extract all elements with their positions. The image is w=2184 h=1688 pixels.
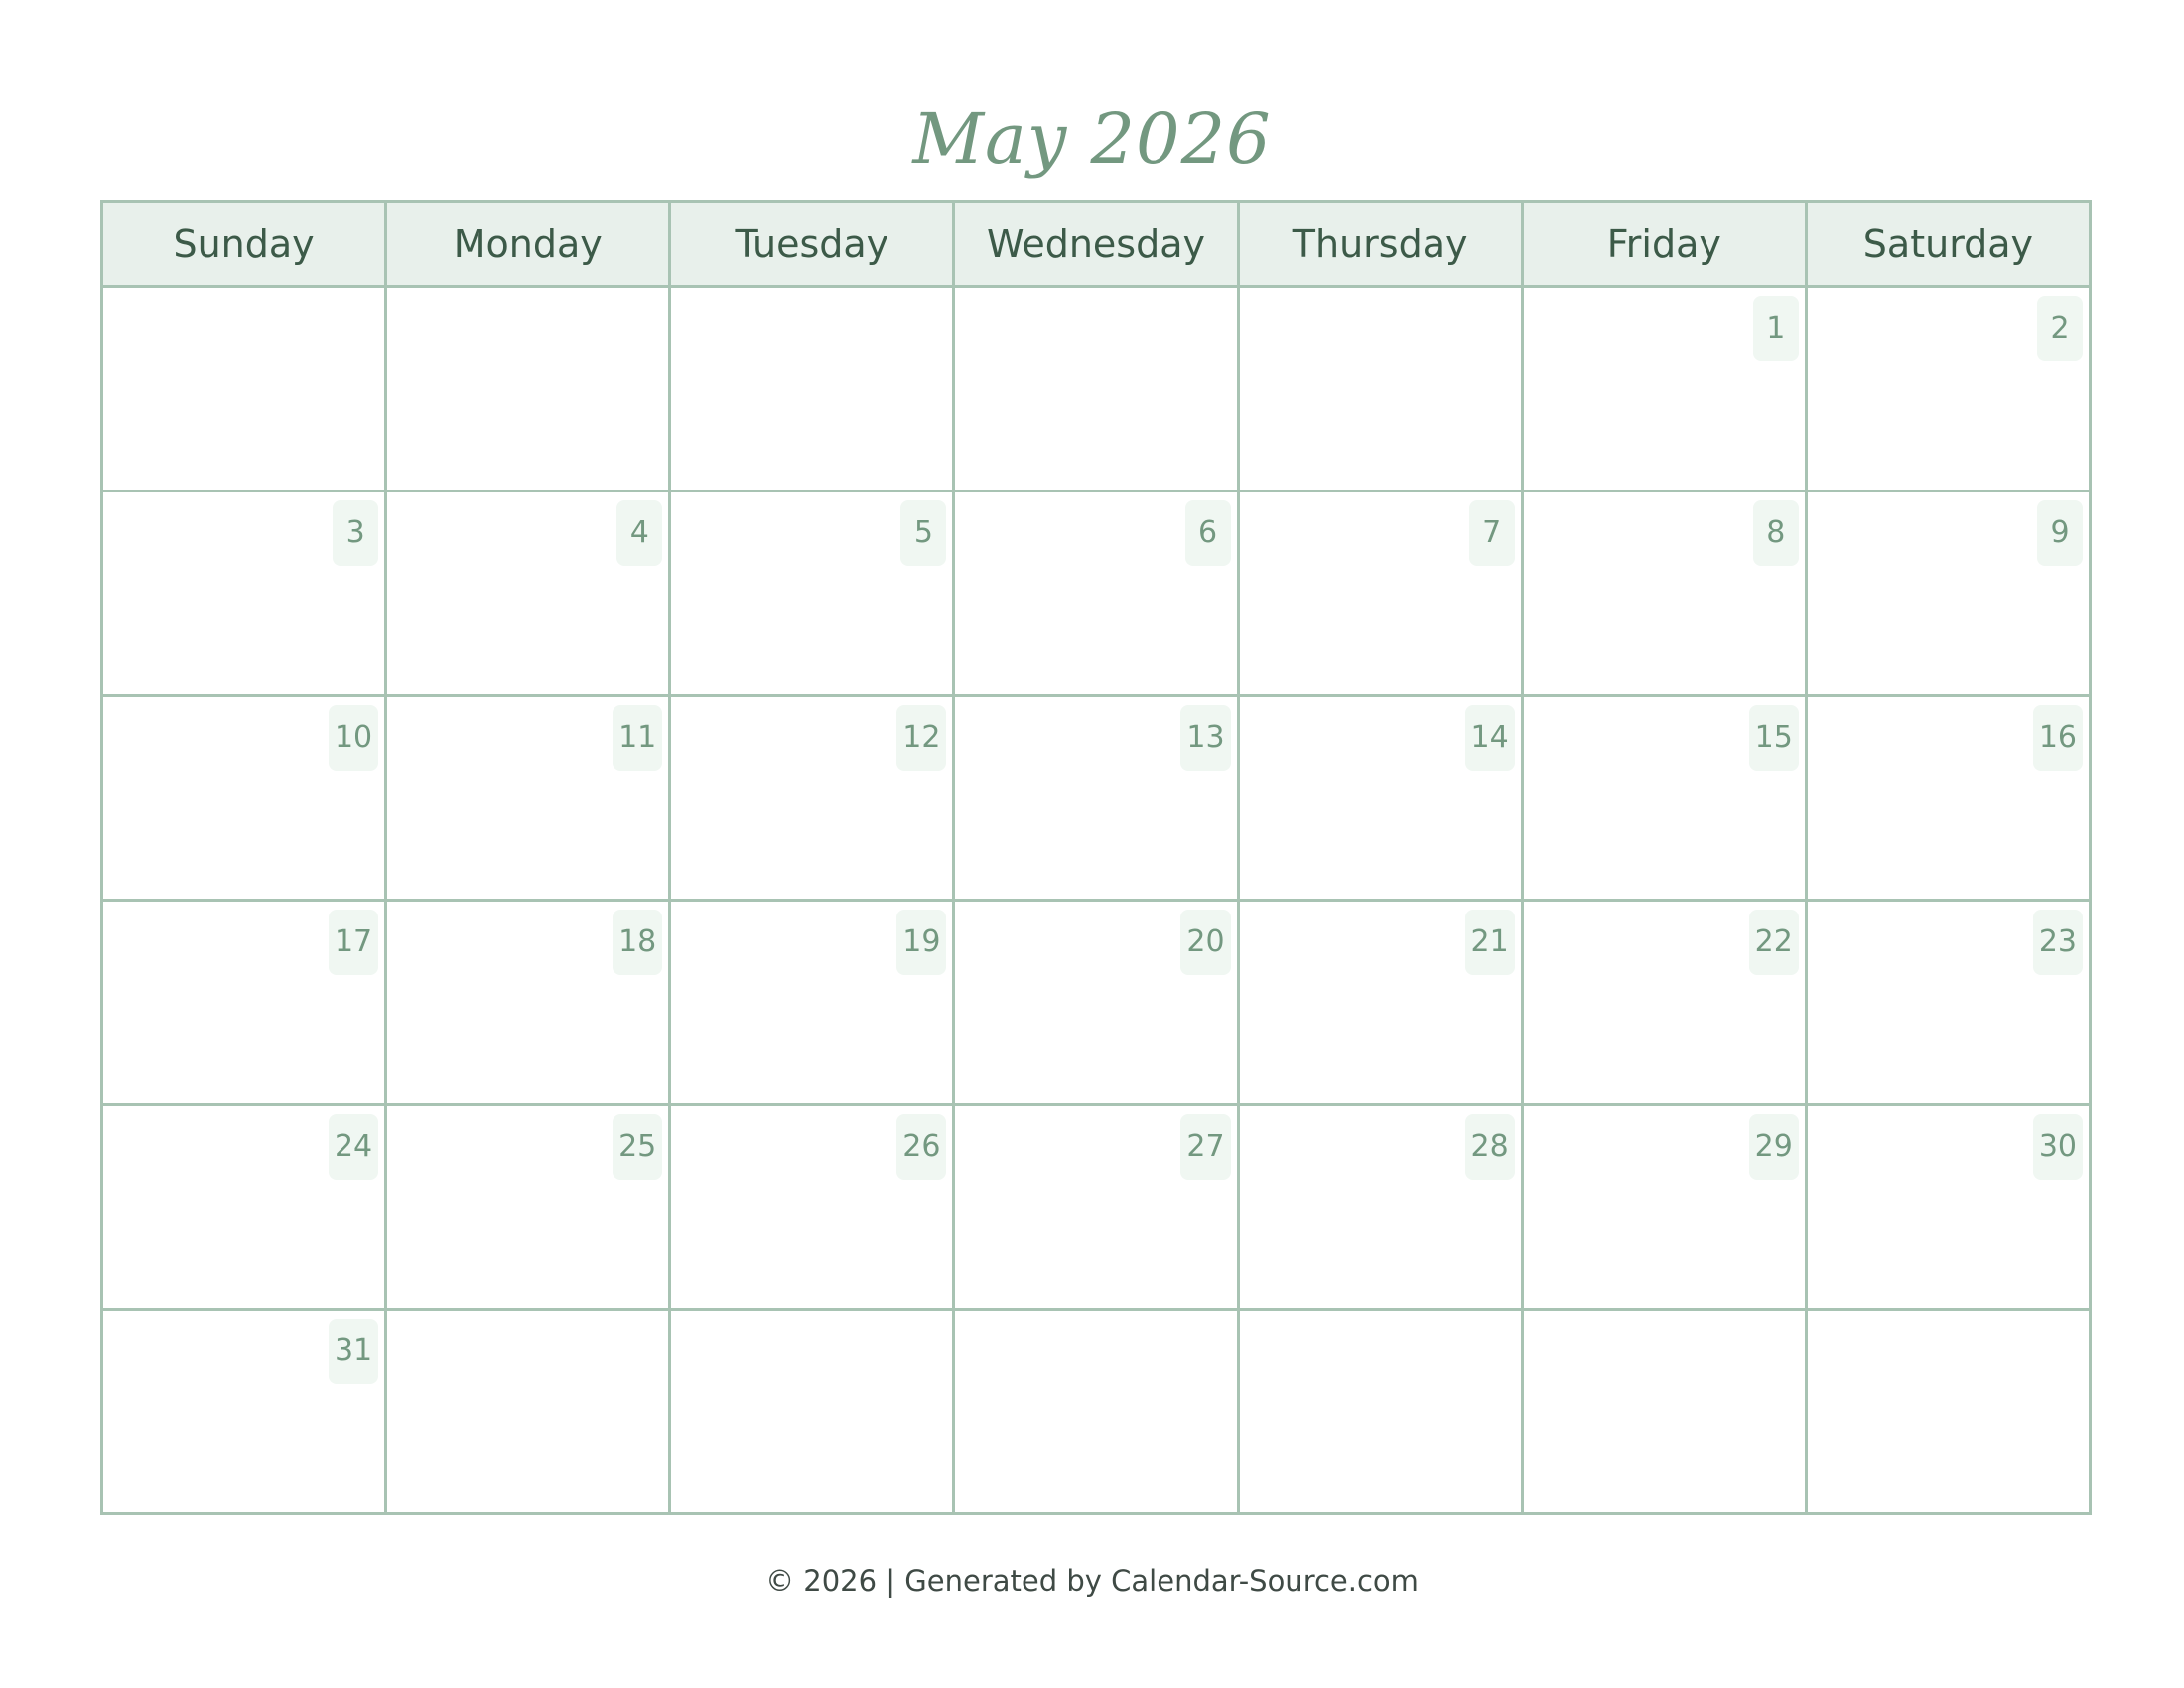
weekday-thursday: Thursday xyxy=(1238,202,1522,287)
day-cell xyxy=(102,696,386,901)
week-row xyxy=(102,1105,2091,1310)
day-cell xyxy=(1238,1105,1522,1310)
day-number: 24 xyxy=(329,1114,378,1180)
day-cell xyxy=(954,901,1238,1105)
day-cell xyxy=(1806,901,2090,1105)
day-number: 2 xyxy=(2037,296,2083,361)
day-cell xyxy=(102,1105,386,1310)
day-number: 10 xyxy=(329,705,378,771)
day-cell xyxy=(1522,696,1806,901)
day-number: 26 xyxy=(896,1114,946,1180)
weekday-header xyxy=(102,202,2091,287)
day-number: 27 xyxy=(1180,1114,1230,1180)
weekday-saturday: Saturday xyxy=(1806,202,2090,287)
weekday-sunday: Sunday xyxy=(102,202,386,287)
day-cell xyxy=(1806,287,2090,492)
empty-day-cell xyxy=(102,287,386,492)
day-number: 25 xyxy=(613,1114,662,1180)
day-cell xyxy=(1238,492,1522,696)
day-cell xyxy=(670,901,954,1105)
day-cell xyxy=(954,492,1238,696)
week-row xyxy=(102,696,2091,901)
day-number: 5 xyxy=(900,500,946,566)
day-cell xyxy=(102,901,386,1105)
empty-day-cell xyxy=(954,287,1238,492)
day-number: 3 xyxy=(333,500,378,566)
day-number: 18 xyxy=(613,910,662,975)
day-number: 22 xyxy=(1749,910,1799,975)
weekday-row xyxy=(102,202,2091,287)
day-cell xyxy=(1238,901,1522,1105)
day-cell xyxy=(670,1105,954,1310)
day-number: 7 xyxy=(1469,500,1515,566)
day-number: 4 xyxy=(616,500,662,566)
day-cell xyxy=(102,1310,386,1514)
empty-day-cell xyxy=(670,287,954,492)
day-cell xyxy=(1522,492,1806,696)
day-cell xyxy=(954,696,1238,901)
week-row xyxy=(102,492,2091,696)
day-number: 1 xyxy=(1753,296,1799,361)
day-number: 29 xyxy=(1749,1114,1799,1180)
day-number: 31 xyxy=(329,1319,378,1384)
empty-day-cell xyxy=(954,1310,1238,1514)
day-cell xyxy=(386,901,670,1105)
day-cell xyxy=(1522,287,1806,492)
day-number: 12 xyxy=(896,705,946,771)
day-cell xyxy=(1806,492,2090,696)
day-number: 28 xyxy=(1465,1114,1515,1180)
weekday-tuesday: Tuesday xyxy=(670,202,954,287)
day-cell xyxy=(386,1105,670,1310)
day-number: 20 xyxy=(1180,910,1230,975)
day-cell xyxy=(1238,696,1522,901)
day-number: 6 xyxy=(1185,500,1231,566)
day-number: 19 xyxy=(896,910,946,975)
day-cell xyxy=(386,492,670,696)
empty-day-cell xyxy=(1522,1310,1806,1514)
calendar-grid xyxy=(100,200,2092,1515)
day-number: 11 xyxy=(613,705,662,771)
week-row xyxy=(102,1310,2091,1514)
day-number: 30 xyxy=(2033,1114,2083,1180)
day-number: 14 xyxy=(1465,705,1515,771)
footer-credit: © 2026 | Generated by Calendar-Source.com xyxy=(765,1564,1419,1598)
day-number: 13 xyxy=(1180,705,1230,771)
day-cell xyxy=(1806,696,2090,901)
day-number: 17 xyxy=(329,910,378,975)
day-number: 16 xyxy=(2033,705,2083,771)
empty-day-cell xyxy=(386,1310,670,1514)
day-cell xyxy=(1522,1105,1806,1310)
calendar-body xyxy=(102,287,2091,1514)
weekday-wednesday: Wednesday xyxy=(954,202,1238,287)
day-number: 21 xyxy=(1465,910,1515,975)
day-cell xyxy=(1522,901,1806,1105)
page-title: May 2026 xyxy=(912,98,1272,180)
empty-day-cell xyxy=(1238,287,1522,492)
week-row xyxy=(102,901,2091,1105)
day-cell xyxy=(670,696,954,901)
weekday-monday: Monday xyxy=(386,202,670,287)
day-cell xyxy=(102,492,386,696)
day-cell xyxy=(386,696,670,901)
empty-day-cell xyxy=(670,1310,954,1514)
empty-day-cell xyxy=(1238,1310,1522,1514)
day-number: 8 xyxy=(1753,500,1799,566)
day-number: 15 xyxy=(1749,705,1799,771)
empty-day-cell xyxy=(386,287,670,492)
day-cell xyxy=(954,1105,1238,1310)
day-cell xyxy=(1806,1105,2090,1310)
empty-day-cell xyxy=(1806,1310,2090,1514)
day-number: 23 xyxy=(2033,910,2083,975)
week-row xyxy=(102,287,2091,492)
day-cell xyxy=(670,492,954,696)
day-number: 9 xyxy=(2037,500,2083,566)
weekday-friday: Friday xyxy=(1522,202,1806,287)
